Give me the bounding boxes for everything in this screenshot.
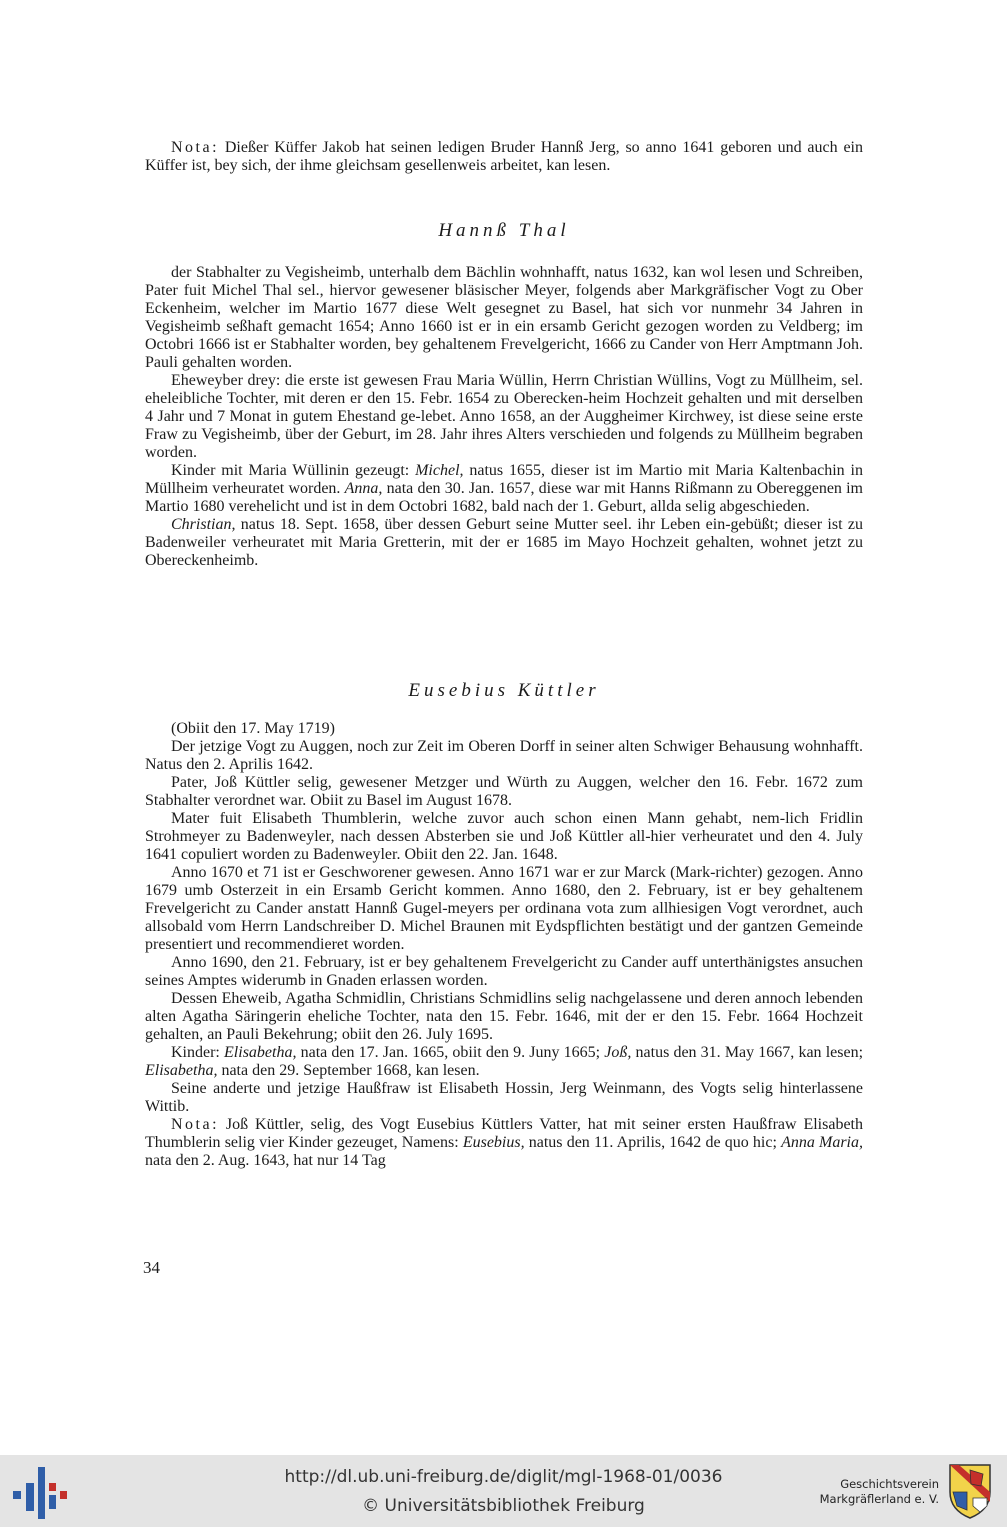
section-heading-eusebius-kuettler: Eusebius Küttler: [408, 680, 600, 701]
paragraph: der Stabhalter zu Vegisheimb, unterhalb dem Bächlin wohnhafft, natus 1632, kan wol lesen und Schreiben, Pater fuit Michel Thal sel., hiervor gewesener bläsischer Meyer, folgends aber Markgräfischer Vogt zu Ober Eckenheim, welcher im Martio 1677 diese Welt gesegnet zu Basel, hat sich vor nunmehr 34 Jahren in Vegisheimb seßhaft gemacht 1654; Anno 1660 ist er in ein ersamb Gericht gezogen worden zu Veldberg; im Octobri 1666 ist er Stabhalter worden, bey gehaltenem Frevelgericht, 1666 zu Cander von Herr Amptmann Joh. Pauli gehalten worden.: [145, 264, 863, 371]
paragraph: Nota: Joß Küttler, selig, des Vogt Eusebius Küttlers Vatter, hat mit seiner ersten Haußfraw Elisabeth Thumblerin selig vier Kinder gezeuget, Namens: Eusebius, natus den 11. Aprilis, 1642 de quo hic; Anna Maria, nata den 2. Aug. 1643, hat nur 14 Tag: [145, 1116, 864, 1169]
paragraph: Kinder mit Maria Wüllinin gezeugt: Michel, natus 1655, dieser ist im Martio mit Maria Kaltenbachin in Müllheim verheuratet worden. Anna, nata den 30. Jan. 1657, diese war mit Hanns Rißmann zu Obereggenen im Martio 1680 verehelicht und ist in dem Octobri 1682, bald nach der 1. Geburt, allda selig abgeschieden.: [145, 462, 863, 515]
paragraph: Mater fuit Elisabeth Thumblerin, welche zuvor auch schon einen Mann gehabt, nem-lich Fridlin Strohmeyer zu Badenweyler, nach dessen Absterben sie und Joß Küttler all-hier verheuratet und den 4. July 1641 copuliert worden zu Badenweyler. Obiit den 22. Jan. 1648.: [145, 810, 863, 863]
coat-of-arms-icon[interactable]: [947, 1462, 993, 1520]
paragraph: Anno 1690, den 21. February, ist er bey gehaltenem Frevelgericht zu Cander auff unterthänigstes ansuchen seines Amptes widerumb in Gnaden erlassen worden.: [145, 954, 863, 989]
intro-block: [145, 139, 863, 175]
section-body-hanns-thal: [145, 264, 863, 570]
paragraph: Eheweyber drey: die erste ist gewesen Frau Maria Wüllin, Herrn Christian Wüllins, Vogt zu Müllheim, sel. eheleibliche Tochter, mit deren er den 15. Febr. 1654 zu Oberecken-heim Hochzeit gehalten und mit derselben 4 Jahr und 7 Monat in gutem Ehestand ge-lebet. Anno 1658, an der Auggheimer Kirchwey, ist diese seine erste Fraw zu Vegisheimb, über der Geburt, im 28. Jahr ihres Alters verschieden und folgends zu Müllheim begraben worden.: [145, 372, 863, 461]
paragraph: Christian, natus 18. Sept. 1658, über dessen Geburt seine Mutter seel. ihr Leben ein-gebüßt; dieser ist zu Badenweiler verheuratet mit Maria Gretterin, mit der er 1685 im Mayo Hochzeit gehalten, wohnet jetzt zu Obereckenheimb.: [145, 516, 863, 569]
paragraph: Pater, Joß Küttler selig, gewesener Metzger und Würth zu Auggen, welcher den 16. Febr. 1672 zum Stabhalter verordnet war. Obiit zu Basel im August 1678.: [145, 774, 863, 809]
paragraph: Anno 1670 et 71 ist er Geschworener gewesen. Anno 1671 war er zur Marck (Mark-richter) gezogen. Anno 1679 umb Osterzeit in ein Ersamb Gericht kommen. Anno 1680, den 2. February, ist er bey gehaltenem Frevelgericht zu Cander anstatt Hannß Gugel-meyers per ordinana vota zum allhiesigen Vogt verordnet, auch allsobald vom Herrn Landschreiber D. Michel Braunen mit Eydspflichten bestätigt und der gantzen Gemeinde presentiert und recommendieret worden.: [145, 864, 863, 953]
paragraph: Der jetzige Vogt zu Auggen, noch zur Zeit im Oberen Dorff in seiner alten Schwiger Behausung wohnhafft. Natus den 2. Aprilis 1642.: [145, 738, 863, 773]
viewer-footer: [0, 1455, 1007, 1527]
section-body-eusebius-kuettler: [145, 720, 863, 1170]
intro-paragraph: Nota: Dießer Küffer Jakob hat seinen ledigen Bruder Hannß Jerg, so anno 1641 geboren und auch ein Küffer ist, bey sich, der ihme gleichsam gesellenweis arbeitet, kan lesen.: [145, 139, 863, 174]
copyright-text: © Universitätsbibliothek Freiburg: [362, 1496, 645, 1516]
page-number: 34: [143, 1258, 160, 1277]
paragraph: Kinder: Elisabetha, nata den 17. Jan. 1665, obiit den 9. Juny 1665; Joß, natus den 31. May 1667, kan lesen; Elisabetha, nata den 29. September 1668, kan lesen.: [145, 1044, 864, 1079]
society-name: Geschichtsverein Markgräflerland e. V.: [819, 1477, 939, 1506]
section-heading-hanns-thal: Hannß Thal: [438, 220, 570, 241]
paragraph: Dessen Eheweib, Agatha Schmidlin, Christians Schmidlins selig nachgelassene und deren annoch lebenden alten Agatha Säringerin eheliche Tochter, nata den 15. Febr. 1646, mit der er den 15. Febr. 1664 Hochzeit gehalten, an Pauli Bekehrung; obiit den 26. July 1695.: [145, 990, 863, 1043]
paragraph: Seine anderte und jetzige Haußfraw ist Elisabeth Hossin, Jerg Weinmann, des Vogts selig hinterlassene Wittib.: [145, 1080, 863, 1115]
document-url-link[interactable]: http://dl.ub.uni-freiburg.de/diglit/mgl-1968-01/0036: [284, 1467, 723, 1487]
paragraph: (Obiit den 17. May 1719): [171, 720, 335, 737]
nota-label: Nota:: [171, 139, 220, 156]
